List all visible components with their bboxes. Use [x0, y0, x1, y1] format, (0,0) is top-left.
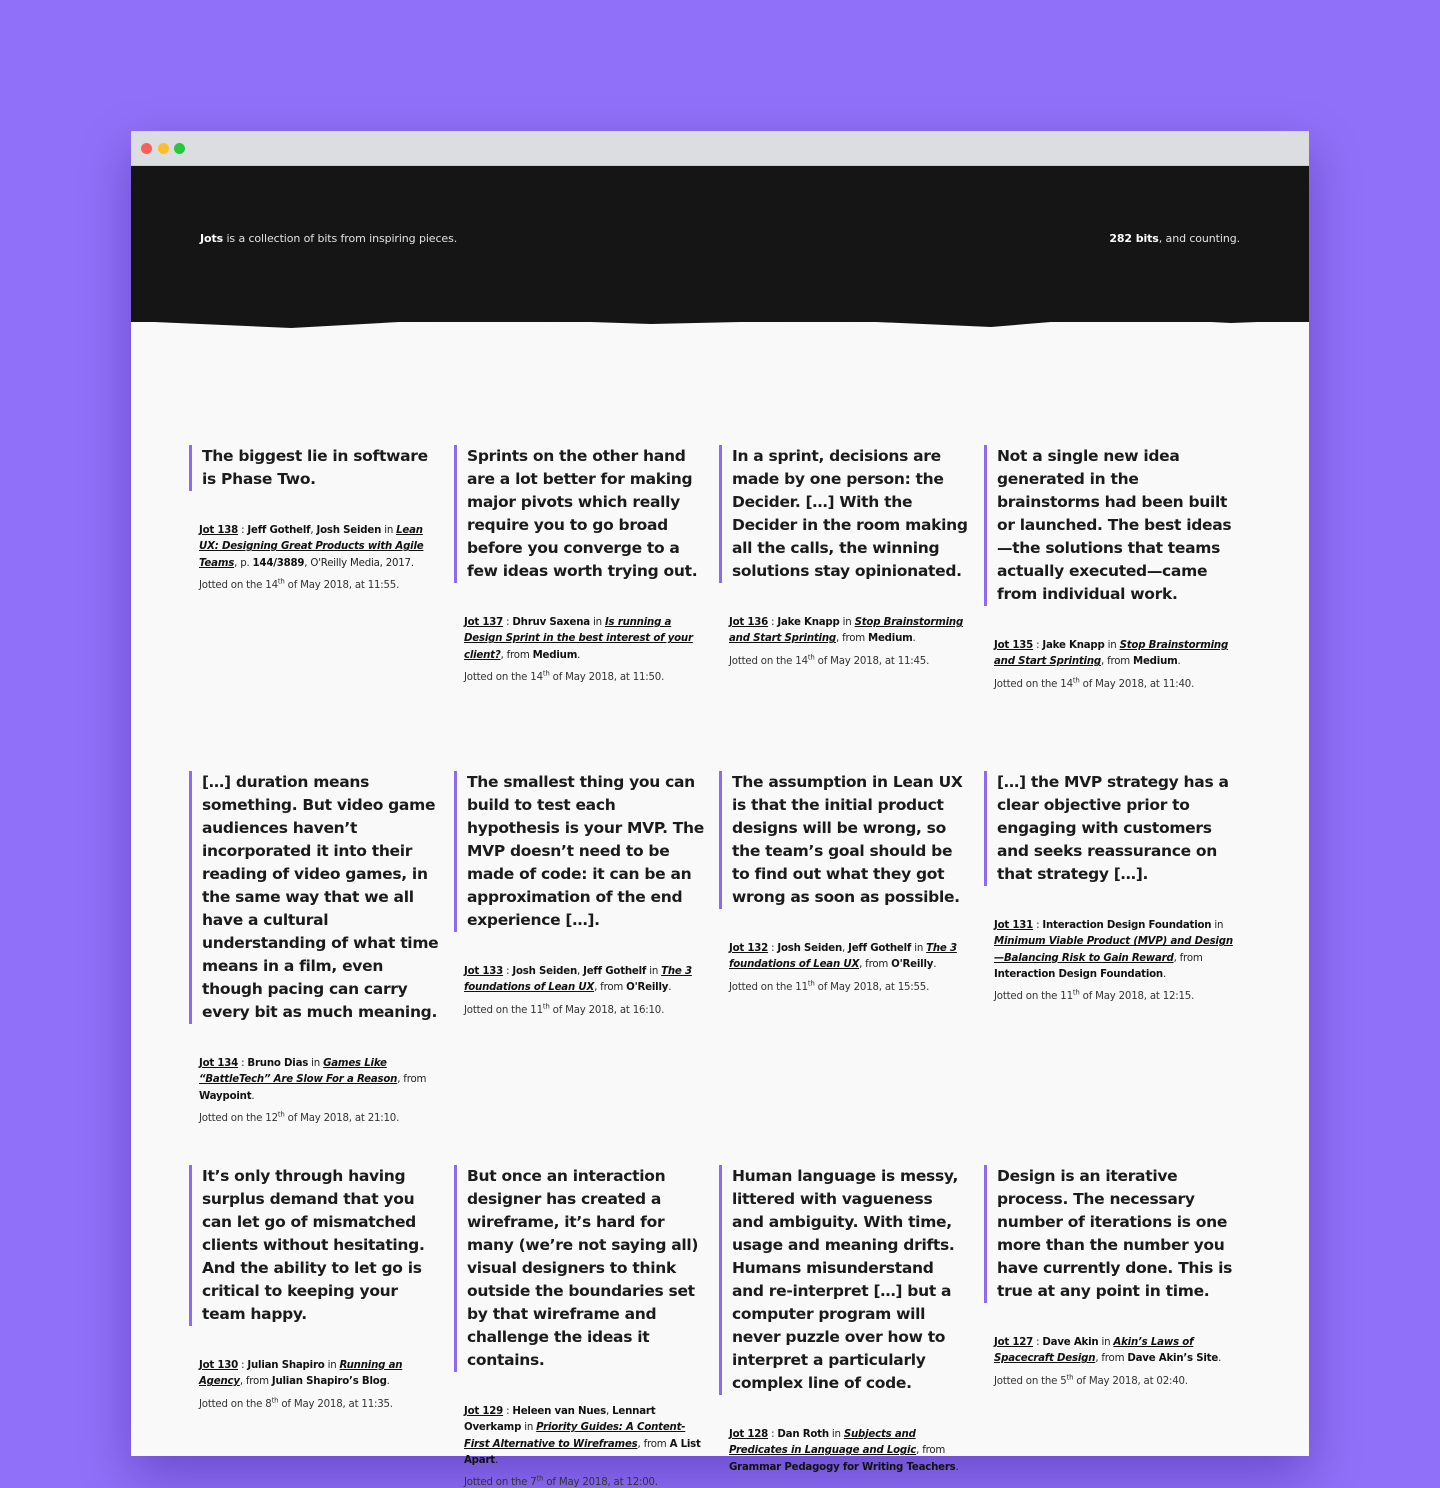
jot-id-link[interactable]: Jot 129	[464, 1406, 504, 1417]
separator: :	[503, 617, 513, 628]
zoom-window-button[interactable]	[174, 143, 185, 154]
jot-author: Interaction Design Foundation	[1042, 920, 1212, 931]
jot-attribution: Jot 135 : Jake Knapp in Stop Brainstorming and Start Sprinting, from Medium.	[994, 640, 1229, 668]
jot-source-link[interactable]: Lean UX: Designing Great Products with Agile Teams	[199, 525, 424, 569]
jot-quote: Design is an iterative process. The necessary number of iterations is one more than the number you have currently done. This is true at any point in time.	[984, 1165, 1234, 1303]
separator: , from	[637, 1438, 670, 1450]
separator: ,	[234, 557, 241, 569]
jot-id-link[interactable]: Jot 131	[994, 920, 1034, 931]
jot-date-suffix: of May 2018, at 11:40.	[1079, 678, 1195, 690]
jot-author: Jake Knapp	[1042, 640, 1105, 651]
jot-date	[729, 653, 969, 667]
jot-date-suffix: of May 2018, at 21:10.	[284, 1112, 400, 1124]
jot-quote: The smallest thing you can build to test each hypothesis is your MVP. The MVP doesn’t need to be made of code: it can be an approximation of the end experience […].	[454, 771, 704, 932]
separator: :	[503, 966, 513, 977]
jot-attribution: Jot 137 : Dhruv Saxena in Is running a Design Sprint in the best interest of your client?, from Medium.	[464, 617, 693, 661]
jot-date	[994, 988, 1234, 1003]
separator: ,	[304, 557, 311, 569]
separator: :	[503, 1406, 513, 1417]
jot-quote: In a sprint, decisions are made by one person: the Decider. […] With the Decider in the room making all the calls, the winning solutions stay opinionated.	[719, 445, 969, 583]
jot-date-ordinal: th	[542, 669, 550, 678]
jot-date-prefix: Jotted on the 14	[729, 655, 808, 667]
separator: :	[768, 943, 778, 954]
jot-date	[729, 979, 969, 993]
jot-card	[984, 445, 1234, 690]
jot-date-suffix: of May 2018, at 16:10.	[549, 1004, 665, 1016]
separator: in	[308, 1058, 324, 1069]
jot-publication: Medium	[532, 649, 578, 661]
jot-date	[464, 1474, 704, 1488]
separator: , from	[859, 959, 892, 971]
jot-quote: […] duration means something. But video game audiences haven’t incorporated it into their reading of video games, in the same way that we all have a cultural understanding of what time means in a film, even though pacing can carry every bit as much meaning.	[189, 771, 439, 1024]
jot-count-suffix: , and counting.	[1158, 232, 1240, 245]
jot-date-suffix: of May 2018, at 12:15.	[1079, 991, 1195, 1003]
jot-attribution: Jot 128 : Dan Roth in Subjects and Predicates in Language and Logic, from Grammar Pedagogy for Writing Teachers.	[729, 1429, 959, 1473]
jot-publication: Dave Akin’s Site	[1127, 1353, 1219, 1365]
jot-date-ordinal: th	[1072, 988, 1080, 997]
jot-publication: Grammar Pedagogy for Writing Teachers	[729, 1461, 956, 1473]
jot-id-link[interactable]: Jot 135	[994, 640, 1034, 651]
jot-date-ordinal: th	[542, 1002, 550, 1011]
jot-source-link[interactable]: Is running a Design Sprint in the best interest of your client?	[464, 617, 693, 661]
jot-page-label: p.	[240, 557, 250, 569]
jot-card	[454, 445, 704, 683]
jot-count: 282 bits	[1109, 232, 1159, 245]
separator: in	[1211, 920, 1224, 931]
jot-card	[189, 1165, 439, 1410]
jot-author: Dan Roth	[777, 1429, 829, 1440]
jot-author: Jeff Gothelf	[583, 966, 647, 977]
window-titlebar	[131, 131, 1309, 166]
jot-card	[719, 445, 969, 667]
jot-date	[199, 1110, 439, 1124]
jot-card	[719, 1165, 969, 1476]
jot-date-prefix: Jotted on the 8	[199, 1398, 272, 1410]
jot-date	[199, 577, 439, 591]
jot-date-prefix: Jotted on the 7	[464, 1477, 537, 1488]
separator: in	[1098, 1337, 1114, 1348]
jot-date-suffix: of May 2018, at 11:50.	[549, 671, 665, 683]
jot-publication: Waypoint	[199, 1090, 252, 1102]
jot-attribution: Jot 129 : Heleen van Nues, Lennart Overkamp in Priority Guides: A Content-First Alternative to Wireframes, from A List Apart.	[464, 1406, 701, 1466]
jot-quote: […] the MVP strategy has a clear objective prior to engaging with customers and seeks reassurance on that strategy […].	[984, 771, 1234, 886]
separator: in	[828, 1429, 844, 1440]
jot-date-suffix: of May 2018, at 15:55.	[814, 981, 930, 993]
jot-counter	[1109, 232, 1240, 245]
jot-date-prefix: Jotted on the 11	[729, 981, 808, 993]
jot-author: Dhruv Saxena	[512, 617, 590, 628]
jot-card	[984, 771, 1234, 1002]
jot-source-link[interactable]: The 3 foundations of Lean UX	[729, 943, 957, 971]
jot-card	[454, 1165, 704, 1488]
separator: , from	[916, 1445, 946, 1457]
jot-source-link[interactable]: Stop Brainstorming and Start Sprinting	[994, 640, 1229, 668]
jot-date-prefix: Jotted on the 12	[199, 1112, 278, 1124]
jot-id-link[interactable]: Jot 134	[199, 1058, 239, 1069]
jot-date	[464, 1002, 704, 1016]
jot-source-link[interactable]: Running an Agency	[199, 1360, 403, 1388]
jot-quote: It’s only through having surplus demand that you can let go of mismatched clients without hesitating. And the ability to let go is critical to keeping your team happy.	[189, 1165, 439, 1326]
jot-date-prefix: Jotted on the 11	[464, 1004, 543, 1016]
jot-date	[994, 1373, 1234, 1387]
jot-page-location: 144/3889	[252, 557, 305, 569]
jot-date	[464, 669, 704, 683]
jot-attribution: Jot 130 : Julian Shapiro in Running an Agency, from Julian Shapiro’s Blog.	[199, 1360, 403, 1388]
jot-date-ordinal: th	[1072, 676, 1080, 685]
jot-author: Jeff Gothelf	[247, 525, 311, 536]
jot-date	[199, 1396, 439, 1410]
separator: :	[238, 1058, 248, 1069]
jot-source-link[interactable]: Subjects and Predicates in Language and Logic	[729, 1429, 917, 1457]
jot-author: Bruno Dias	[247, 1058, 309, 1069]
jot-attribution: Jot 127 : Dave Akin in Akin’s Laws of Spacecraft Design, from Dave Akin’s Site.	[994, 1337, 1222, 1365]
jot-quote: The biggest lie in software is Phase Two.	[189, 445, 439, 491]
separator: in	[521, 1422, 537, 1434]
separator: ,	[310, 525, 317, 536]
separator: in	[1104, 640, 1120, 651]
jot-date-suffix: of May 2018, at 02:40.	[1073, 1375, 1188, 1387]
jot-date-suffix: of May 2018, at 11:55.	[284, 579, 400, 591]
jot-publication: Medium	[1133, 656, 1178, 668]
jot-date-ordinal: th	[807, 653, 815, 662]
jot-quote: But once an interaction designer has created a wireframe, it’s hard for many (we’re not saying all) visual designers to think outside the boundaries set by that wireframe and challenge the ideas it contains.	[454, 1165, 704, 1372]
jot-author: Lennart Overkamp	[464, 1406, 656, 1434]
jot-author: Jeff Gothelf	[848, 943, 912, 954]
jot-source-link[interactable]: Games Like “BattleTech” Are Slow For a Reason	[199, 1058, 398, 1086]
jot-id-link[interactable]: Jot 130	[199, 1360, 239, 1371]
jot-id-link[interactable]: Jot 133	[464, 966, 504, 977]
jot-date-ordinal: th	[277, 577, 285, 586]
jot-attribution: Jot 136 : Jake Knapp in Stop Brainstorming and Start Sprinting, from Medium.	[729, 617, 964, 645]
jot-card	[454, 771, 704, 1016]
jot-date-suffix: of May 2018, at 11:35.	[278, 1398, 393, 1410]
jot-author: Julian Shapiro	[247, 1360, 325, 1371]
jot-quote: Sprints on the other hand are a lot better for making major pivots which really require you to go broad before you converge to a few ideas worth trying out.	[454, 445, 704, 583]
separator: in	[589, 617, 605, 628]
jot-attribution: Jot 132 : Josh Seiden, Jeff Gothelf in The 3 foundations of Lean UX, from O'Reilly.	[729, 943, 957, 971]
separator: , from	[1095, 1353, 1128, 1365]
jot-author: Josh Seiden	[512, 966, 578, 977]
separator: in	[324, 1360, 340, 1371]
tagline-text: is a collection of bits from inspiring pieces.	[223, 232, 458, 245]
jot-card	[984, 1165, 1234, 1387]
separator: , from	[836, 633, 869, 645]
jot-attribution: Jot 131 : Interaction Design Foundation in Minimum Viable Product (MVP) and Design—Balancing Risk to Gain Reward, from Interaction Design Foundation.	[994, 920, 1233, 980]
separator: ,	[577, 966, 584, 977]
jot-attribution: Jot 133 : Josh Seiden, Jeff Gothelf in The 3 foundations of Lean UX, from O'Reilly.	[464, 966, 692, 994]
jot-id-link[interactable]: Jot 127	[994, 1337, 1034, 1348]
jot-quote: The assumption in Lean UX is that the initial product designs will be wrong, so the team’s goal should be to find out what they got wrong as soon as possible.	[719, 771, 969, 909]
separator: , from	[397, 1074, 427, 1086]
jot-id-link[interactable]: Jot 138	[199, 525, 239, 536]
separator: in	[381, 525, 397, 536]
jot-date-prefix: Jotted on the 14	[994, 678, 1073, 690]
jot-source-link[interactable]: Stop Brainstorming and Start Sprinting	[729, 617, 964, 645]
separator: :	[1033, 1337, 1043, 1348]
jot-card	[189, 771, 439, 1124]
jot-source-link[interactable]: Akin’s Laws of Spacecraft Design	[994, 1337, 1194, 1365]
jot-publication: Medium	[868, 633, 913, 645]
jot-source-link[interactable]: Minimum Viable Product (MVP) and Design—Balancing Risk to Gain Reward	[994, 936, 1233, 964]
jot-author: Josh Seiden	[777, 943, 843, 954]
site-header	[131, 166, 1309, 322]
jot-date-prefix: Jotted on the 5	[994, 1375, 1067, 1387]
separator: in	[839, 617, 855, 628]
browser-window	[131, 131, 1309, 1488]
jot-quote: Human language is messy, littered with vagueness and ambiguity. With time, usage and meaning drifts. Humans misunderstand and re-interpret […] but a computer program will never puzzle over how to interpret a particularly complex line of code.	[719, 1165, 969, 1395]
jot-source-link[interactable]: The 3 foundations of Lean UX	[464, 966, 692, 994]
separator: , from	[500, 649, 533, 661]
close-window-button[interactable]	[141, 143, 152, 154]
jot-date-prefix: Jotted on the 14	[199, 579, 278, 591]
jot-date-ordinal: th	[536, 1474, 544, 1483]
jot-publication: Interaction Design Foundation	[994, 968, 1163, 980]
jot-author: Dave Akin	[1042, 1337, 1099, 1348]
jot-date-suffix: of May 2018, at 11:45.	[814, 655, 930, 667]
jot-quote: Not a single new idea generated in the brainstorms had been built or launched. The best ideas—the solutions that teams actually executed—came from individual work.	[984, 445, 1234, 606]
jot-date-ordinal: th	[807, 979, 815, 988]
jot-attribution	[199, 523, 439, 572]
separator: ,	[606, 1406, 613, 1417]
jot-date-ordinal: th	[271, 1396, 279, 1405]
jot-source-link[interactable]: Priority Guides: A Content-First Alternative to Wireframes	[464, 1422, 686, 1450]
separator: in	[911, 943, 927, 954]
site-tagline	[200, 232, 457, 245]
jot-attribution: Jot 134 : Bruno Dias in Games Like “BattleTech” Are Slow For a Reason, from Waypoint.	[199, 1058, 427, 1102]
minimize-window-button[interactable]	[158, 143, 169, 154]
separator: :	[238, 525, 248, 536]
separator: , from	[1173, 952, 1203, 964]
site-brand[interactable]: Jots	[200, 232, 224, 245]
separator: :	[238, 1360, 248, 1371]
jot-date-ordinal: th	[277, 1110, 285, 1119]
separator: :	[1033, 920, 1043, 931]
jot-date-suffix: of May 2018, at 12:00.	[543, 1477, 658, 1488]
jot-publication: O'Reilly	[626, 982, 669, 994]
jot-date-prefix: Jotted on the 11	[994, 991, 1073, 1003]
jot-date-ordinal: th	[1066, 1373, 1074, 1382]
jot-publication: O'Reilly	[891, 959, 934, 971]
jot-card	[719, 771, 969, 993]
jot-date	[994, 676, 1234, 690]
jot-author: Jake Knapp	[777, 617, 840, 628]
jot-card	[189, 445, 439, 591]
jot-id-link[interactable]: Jot 136	[729, 617, 769, 628]
separator: :	[768, 617, 778, 628]
jot-id-link[interactable]: Jot 132	[729, 943, 769, 954]
jot-id-link[interactable]: Jot 128	[729, 1429, 769, 1440]
jot-id-link[interactable]: Jot 137	[464, 617, 504, 628]
jot-publisher: O'Reilly Media, 2017.	[310, 557, 414, 569]
separator: :	[1033, 640, 1043, 651]
jot-author: Heleen van Nues	[512, 1406, 607, 1417]
header-wave-edge	[131, 316, 1309, 330]
separator: ,	[842, 943, 849, 954]
jot-publication: A List Apart	[464, 1438, 701, 1466]
jot-date-prefix: Jotted on the 14	[464, 671, 543, 683]
jot-author: Josh Seiden	[316, 525, 382, 536]
jot-publication: Julian Shapiro’s Blog	[271, 1376, 387, 1388]
separator: , from	[594, 982, 627, 994]
separator: , from	[239, 1376, 272, 1388]
separator: in	[646, 966, 662, 977]
separator: :	[768, 1429, 778, 1440]
separator: , from	[1101, 656, 1134, 668]
